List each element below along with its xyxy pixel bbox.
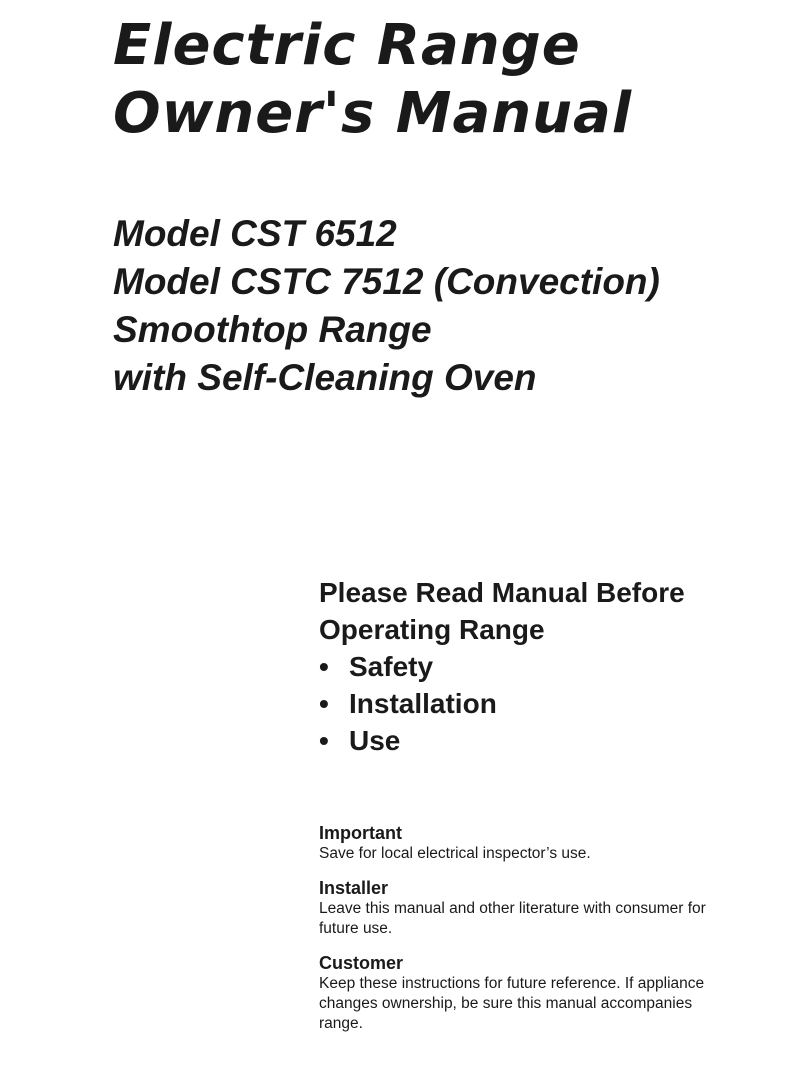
read-notice-line-1: Please Read Manual Before <box>319 577 685 608</box>
bullet-item-safety <box>319 648 685 685</box>
note-important <box>319 822 739 864</box>
note-heading: Customer <box>319 953 404 973</box>
read-manual-notice <box>319 574 685 759</box>
title-line-2: Owner's Manual <box>113 81 633 146</box>
model-description <box>113 210 660 402</box>
bullet-icon: • <box>319 725 329 756</box>
manual-title <box>113 12 632 148</box>
bullet-icon: • <box>319 651 329 682</box>
title-line-1: Electric Range <box>113 13 581 78</box>
bullet-label: Safety <box>349 651 434 682</box>
note-text: Leave this manual and other literature with consumer for future use. <box>319 900 706 937</box>
note-text: Save for local electrical inspector’s use. <box>319 845 591 862</box>
bullet-label: Use <box>349 725 401 756</box>
model-line-2: Model CSTC 7512 (Convection) <box>113 261 660 302</box>
bullet-label: Installation <box>349 688 497 719</box>
bullet-item-installation <box>319 685 685 722</box>
notes-section <box>319 822 739 1047</box>
note-heading: Installer <box>319 878 389 898</box>
model-line-3: Smoothtop Range <box>113 309 432 350</box>
note-installer <box>319 877 739 939</box>
note-text: Keep these instructions for future reference. If appliance changes ownership, be sure this manual accompanies range. <box>319 975 705 1032</box>
note-heading: Important <box>319 823 402 843</box>
model-line-1: Model CST 6512 <box>113 213 397 254</box>
model-line-4: with Self-Cleaning Oven <box>113 357 537 398</box>
bullet-icon: • <box>319 688 329 719</box>
note-customer <box>319 952 739 1034</box>
bullet-item-use <box>319 722 685 759</box>
read-notice-line-2: Operating Range <box>319 614 545 645</box>
